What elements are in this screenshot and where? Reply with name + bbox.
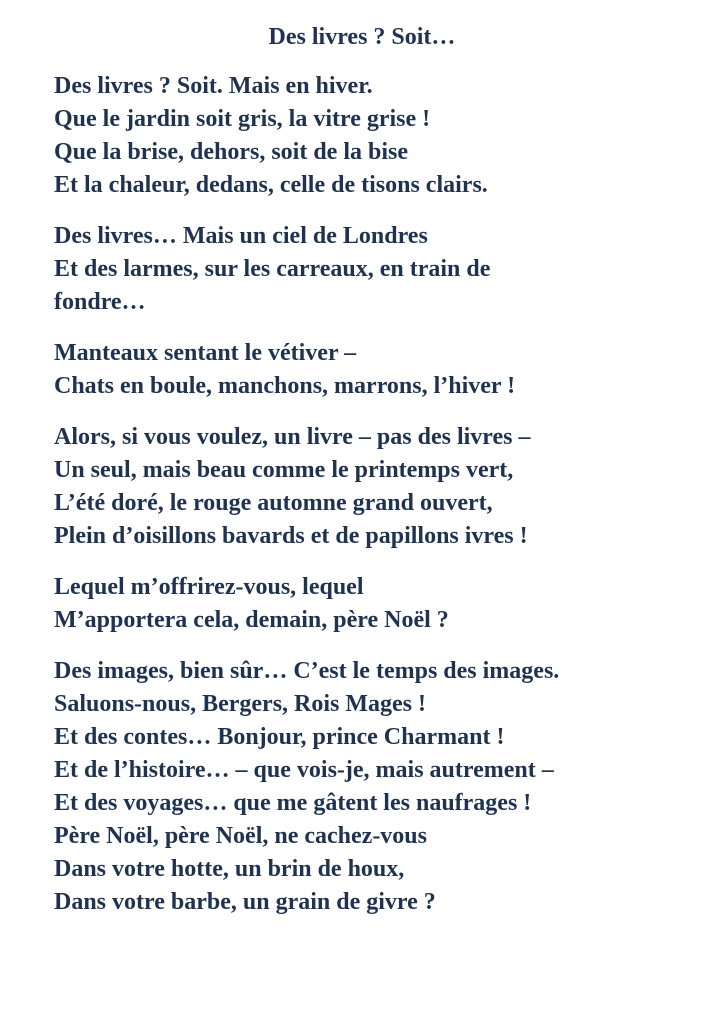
poem-line: M’apportera cela, demain, père Noël ? — [54, 607, 449, 633]
poem-line: Et la chaleur, dedans, celle de tisons clairs. — [54, 172, 488, 198]
stanza-3 — [54, 337, 719, 403]
poem-line: Et des voyages… que me gâtent les naufrages ! — [54, 790, 532, 816]
poem-line: Manteaux sentant le vétiver – — [54, 340, 357, 366]
stanza-6 — [54, 655, 719, 919]
stanza-4 — [54, 421, 719, 553]
poem-line: Un seul, mais beau comme le printemps vert, — [54, 457, 514, 483]
poem-line: Des livres ? Soit. Mais en hiver. — [54, 73, 373, 99]
poem-line: Chats en boule, manchons, marrons, l’hiver ! — [54, 373, 516, 399]
poem-line: Plein d’oisillons bavards et de papillons ivres ! — [54, 523, 528, 549]
poem-line: Des images, bien sûr… C’est le temps des images. — [54, 658, 560, 684]
poem-line: Saluons-nous, Bergers, Rois Mages ! — [54, 691, 427, 717]
stanza-5 — [54, 571, 719, 637]
poem-line: Lequel m’offrirez-vous, lequel — [54, 574, 364, 600]
poem-line: Et des contes… Bonjour, prince Charmant ! — [54, 724, 505, 750]
stanza-2 — [54, 220, 719, 319]
stanza-1 — [54, 70, 719, 202]
poem-line: Des livres… Mais un ciel de Londres — [54, 223, 428, 249]
poem-line: Que la brise, dehors, soit de la bise — [54, 139, 409, 165]
poem-line: Dans votre barbe, un grain de givre ? — [54, 889, 436, 915]
poem-body — [54, 70, 719, 937]
poem-line: fondre… — [54, 289, 146, 315]
poem-line: Dans votre hotte, un brin de houx, — [54, 856, 405, 882]
poem-line: Que le jardin soit gris, la vitre grise ! — [54, 106, 431, 132]
poem-line: Alors, si vous voulez, un livre – pas des livres – — [54, 424, 531, 450]
poem-line: Père Noël, père Noël, ne cachez-vous — [54, 823, 427, 849]
poem-title: Des livres ? Soit… — [268, 24, 456, 50]
poem-line: L’été doré, le rouge automne grand ouvert, — [54, 490, 493, 516]
poem-line: Et des larmes, sur les carreaux, en train de — [54, 256, 491, 282]
poem-line: Et de l’histoire… – que vois-je, mais autrement – — [54, 757, 554, 783]
